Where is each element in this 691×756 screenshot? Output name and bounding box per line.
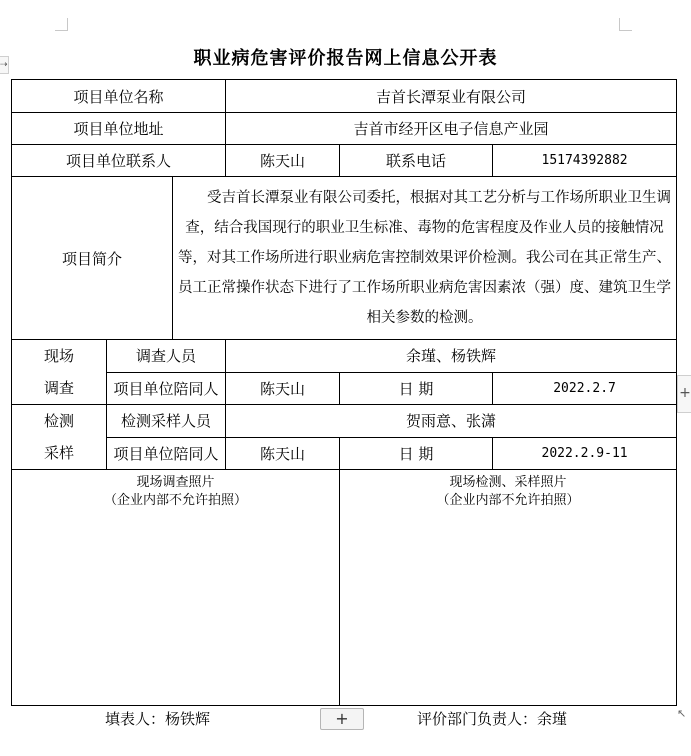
investigators-label: 调查人员	[107, 340, 226, 373]
survey-label-line2: 调查	[43, 379, 74, 397]
survey-section-label	[12, 340, 107, 405]
sampling-label-line2: 采样	[43, 444, 74, 462]
unit-name-label: 项目单位名称	[12, 80, 226, 113]
intro-label: 项目简介	[12, 177, 173, 340]
sampling-photo-title: 现场检测、采样照片	[449, 475, 567, 490]
sampling-date-label: 日 期	[340, 437, 493, 470]
phone-value[interactable]: 15174392882	[493, 145, 677, 177]
sampling-date-value[interactable]: 2022.2.9-11	[493, 437, 677, 470]
sampling-staff-value[interactable]: 贺雨意、张潇	[226, 405, 677, 438]
table-resize-handle-icon[interactable]: ↖	[677, 707, 687, 720]
survey-photo-title: 现场调查照片	[136, 475, 215, 490]
unit-address-value[interactable]: 吉首市经开区电子信息产业园	[226, 113, 677, 145]
contact-value[interactable]: 陈天山	[226, 145, 340, 177]
unit-address-label: 项目单位地址	[12, 113, 226, 145]
info-disclosure-table	[11, 79, 677, 706]
filler-signature: 填表人：杨铁辉	[105, 710, 211, 728]
add-row-button[interactable]: +	[320, 708, 364, 730]
page-corner-mark-right	[619, 18, 632, 31]
survey-photo-note: （企业内部不允许拍照）	[104, 493, 248, 508]
sampling-label-line1: 检测	[43, 412, 74, 430]
page-corner-mark-left	[55, 18, 68, 31]
sampling-staff-label: 检测采样人员	[107, 405, 226, 438]
investigators-value[interactable]: 余瑾、杨铁辉	[226, 340, 677, 373]
sampling-companion-label: 项目单位陪同人	[107, 437, 226, 470]
unit-name-value[interactable]: 吉首长潭泵业有限公司	[226, 80, 677, 113]
sampling-photo-note: （企业内部不允许拍照）	[436, 493, 580, 508]
phone-label: 联系电话	[340, 145, 493, 177]
intro-text[interactable]: 受吉首长潭泵业有限公司委托，根据对其工艺分析与工作场所职业卫生调查，结合我国现行的职业卫生标准、毒物的危害程度及作业人员的接触情况等，对其工作场所进行职业病危害控制效果评价检测。我公司在其正常生产、员工正常操作状态下进行了工作场所职业病危害因素浓（强）度、建筑卫生学相关参数的检测。	[173, 177, 677, 340]
survey-date-label: 日 期	[340, 372, 493, 405]
sampling-section-label	[12, 405, 107, 470]
contact-label: 项目单位联系人	[12, 145, 226, 177]
document-title: 职业病危害评价报告网上信息公开表	[193, 48, 498, 69]
survey-photo-cell[interactable]	[12, 470, 340, 706]
sampling-photo-cell[interactable]	[340, 470, 677, 706]
table-move-handle-icon[interactable]: ⇢	[0, 56, 9, 74]
dept-head-signature: 评价部门负责人：余瑾	[417, 710, 568, 728]
add-column-button[interactable]: +	[677, 375, 691, 413]
survey-companion-label: 项目单位陪同人	[107, 372, 226, 405]
survey-label-line1: 现场	[43, 347, 74, 365]
survey-date-value[interactable]: 2022.2.7	[493, 372, 677, 405]
survey-companion-value[interactable]: 陈天山	[226, 372, 340, 405]
sampling-companion-value[interactable]: 陈天山	[226, 437, 340, 470]
